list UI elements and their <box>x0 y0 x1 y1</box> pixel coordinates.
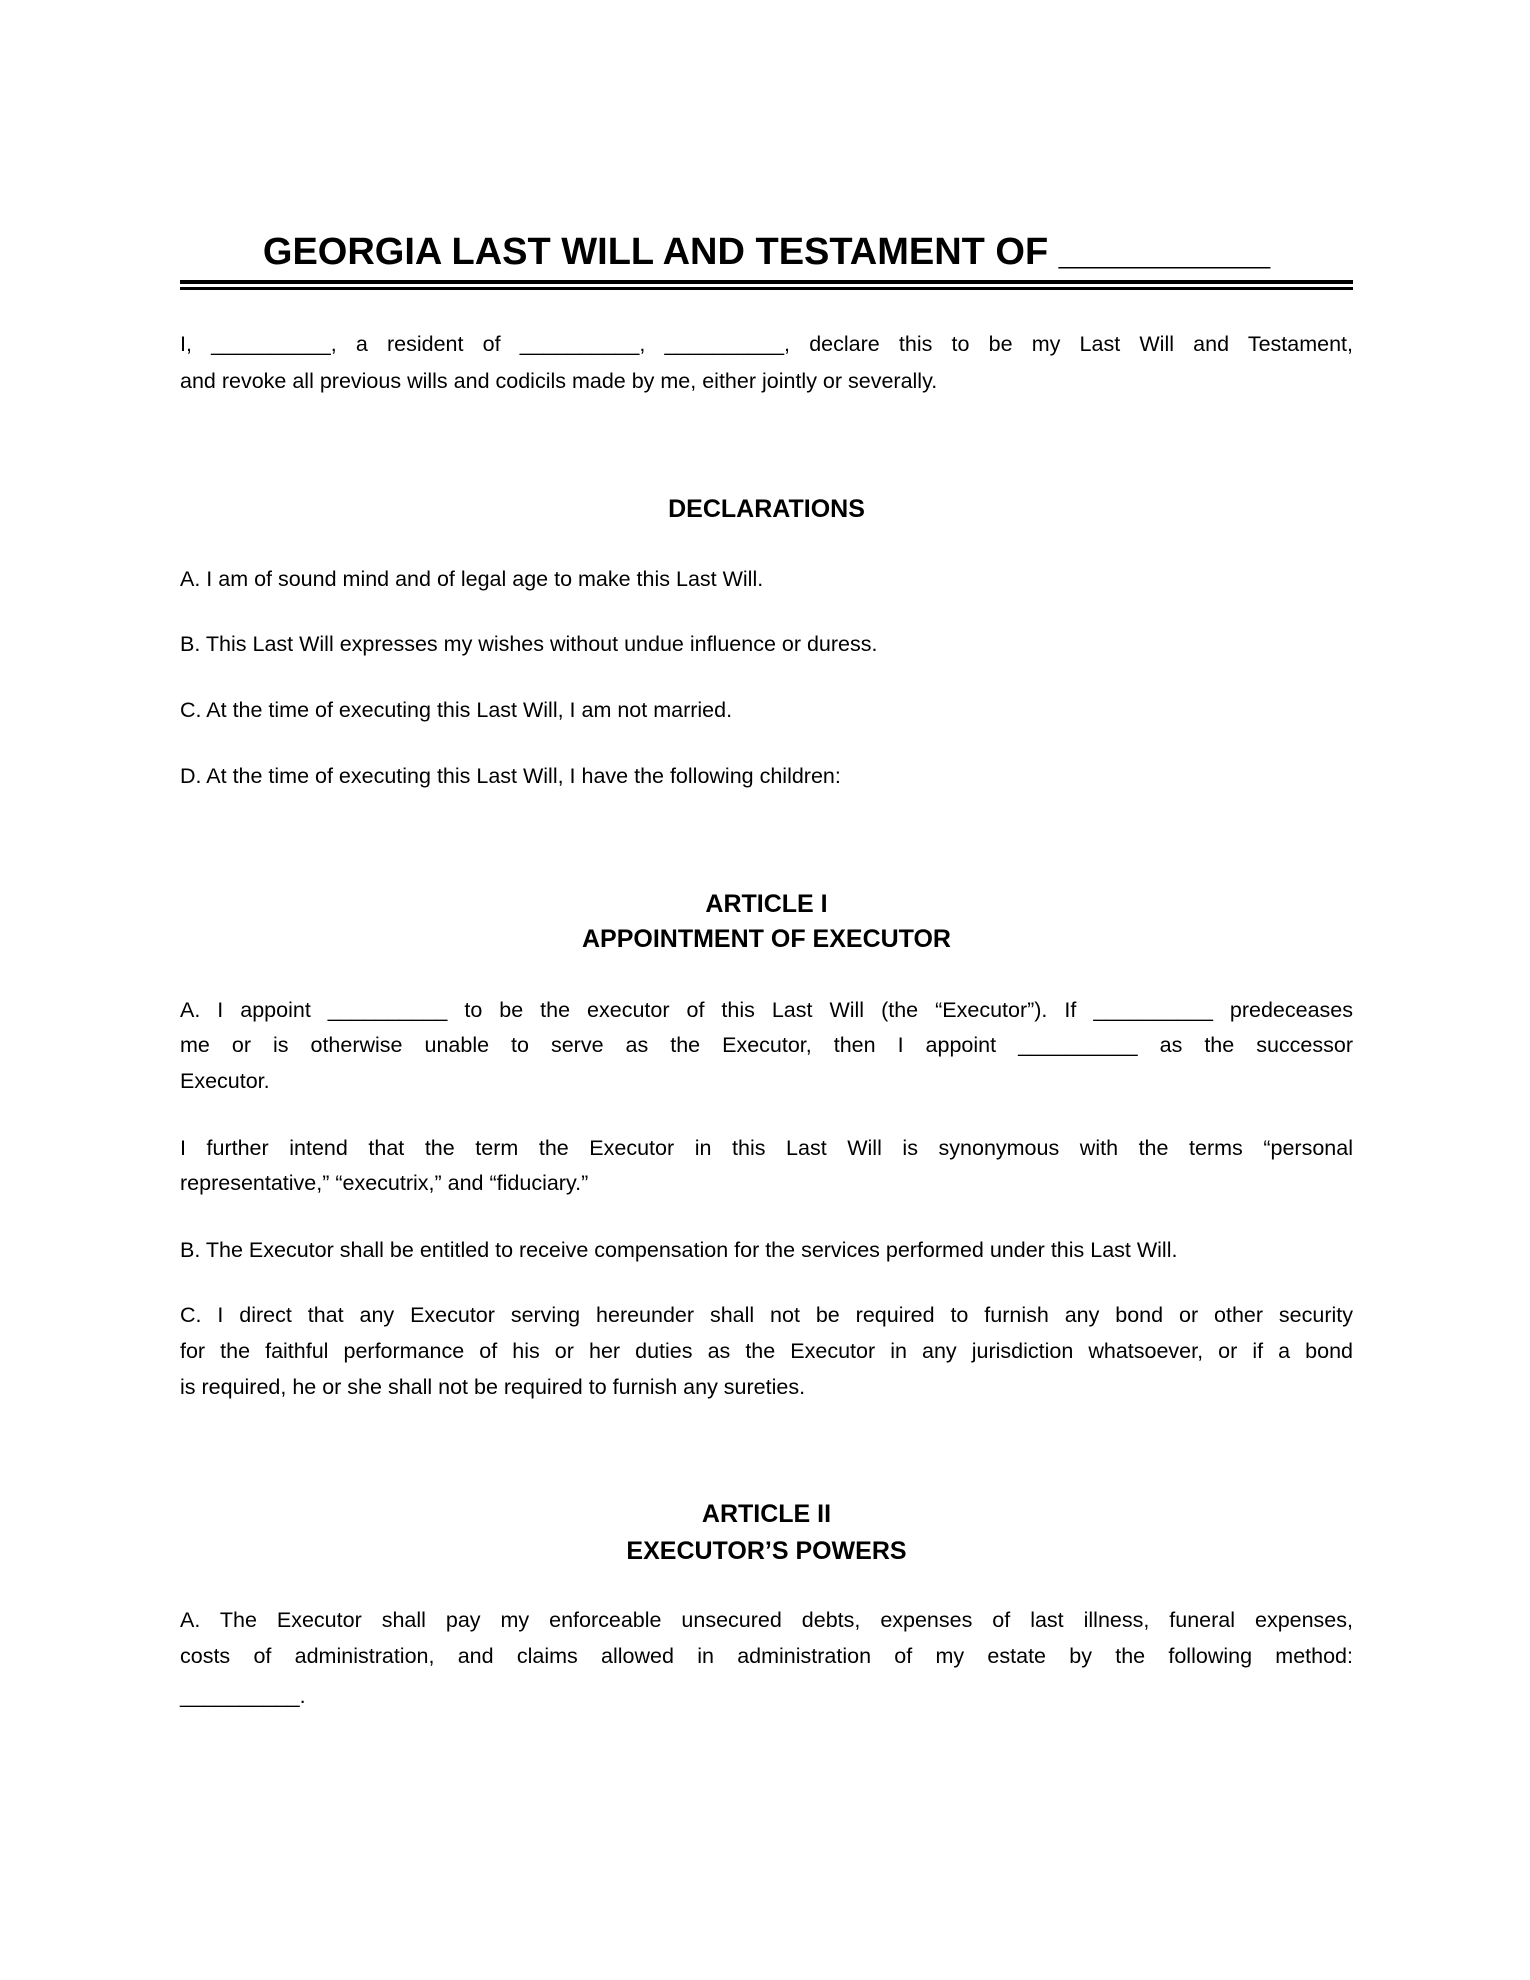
article1-paragraph-c-line: C. I direct that any Executor serving hereunder shall not be required to furnish any bond or other security <box>180 1303 1353 1327</box>
article1-paragraph-a-line: A. I appoint __________ to be the executor of this Last Will (the “Executor”). If __________ predeceases <box>180 998 1353 1022</box>
article1-paragraph-a-line: Executor. <box>180 1069 270 1093</box>
article2-paragraph-a-line: costs of administration, and claims allowed in administration of my estate by the following method: <box>180 1644 1353 1668</box>
article-heading: ARTICLE I <box>705 890 828 918</box>
title-rule-bottom <box>180 287 1353 290</box>
article1-paragraph-a-line: me or is otherwise unable to serve as the Executor, then I appoint __________ as the successor <box>180 1033 1353 1057</box>
section-heading: DECLARATIONS <box>668 495 865 523</box>
intro-paragraph-line: I, __________, a resident of __________, __________, declare this to be my Last Will and Testament, <box>180 332 1353 356</box>
article1-paragraph-c-line: is required, he or she shall not be required to furnish any sureties. <box>180 1375 806 1399</box>
article-subheading: EXECUTOR’S POWERS <box>626 1537 907 1565</box>
article1-paragraph-b-line: B. The Executor shall be entitled to receive compensation for the services performed under this Last Will. <box>180 1238 1178 1262</box>
article2-paragraph-a-line: A. The Executor shall pay my enforceable unsecured debts, expenses of last illness, funeral expenses, <box>180 1608 1353 1632</box>
intro-paragraph-line: and revoke all previous wills and codicils made by me, either jointly or severally. <box>180 369 938 393</box>
document-title: GEORGIA LAST WILL AND TESTAMENT OF __________ <box>262 231 1271 273</box>
declaration-item: C. At the time of executing this Last Will, I am not married. <box>180 698 733 722</box>
article1-paragraph-c-line: for the faithful performance of his or her duties as the Executor in any jurisdiction whatsoever, or if a bond <box>180 1339 1353 1363</box>
article1-paragraph-further-line: I further intend that the term the Executor in this Last Will is synonymous with the terms “personal <box>180 1136 1353 1160</box>
article-subheading: APPOINTMENT OF EXECUTOR <box>581 925 951 953</box>
declaration-item: B. This Last Will expresses my wishes without undue influence or duress. <box>180 632 878 656</box>
title-rule-top <box>180 280 1353 284</box>
declaration-item: D. At the time of executing this Last Will, I have the following children: <box>180 764 841 788</box>
article2-paragraph-a-line: __________. <box>180 1684 306 1708</box>
article1-paragraph-further-line: representative,” “executrix,” and “fiduciary.” <box>180 1171 589 1195</box>
declaration-item: A. I am of sound mind and of legal age to make this Last Will. <box>180 567 764 591</box>
article-heading: ARTICLE II <box>701 1500 832 1528</box>
